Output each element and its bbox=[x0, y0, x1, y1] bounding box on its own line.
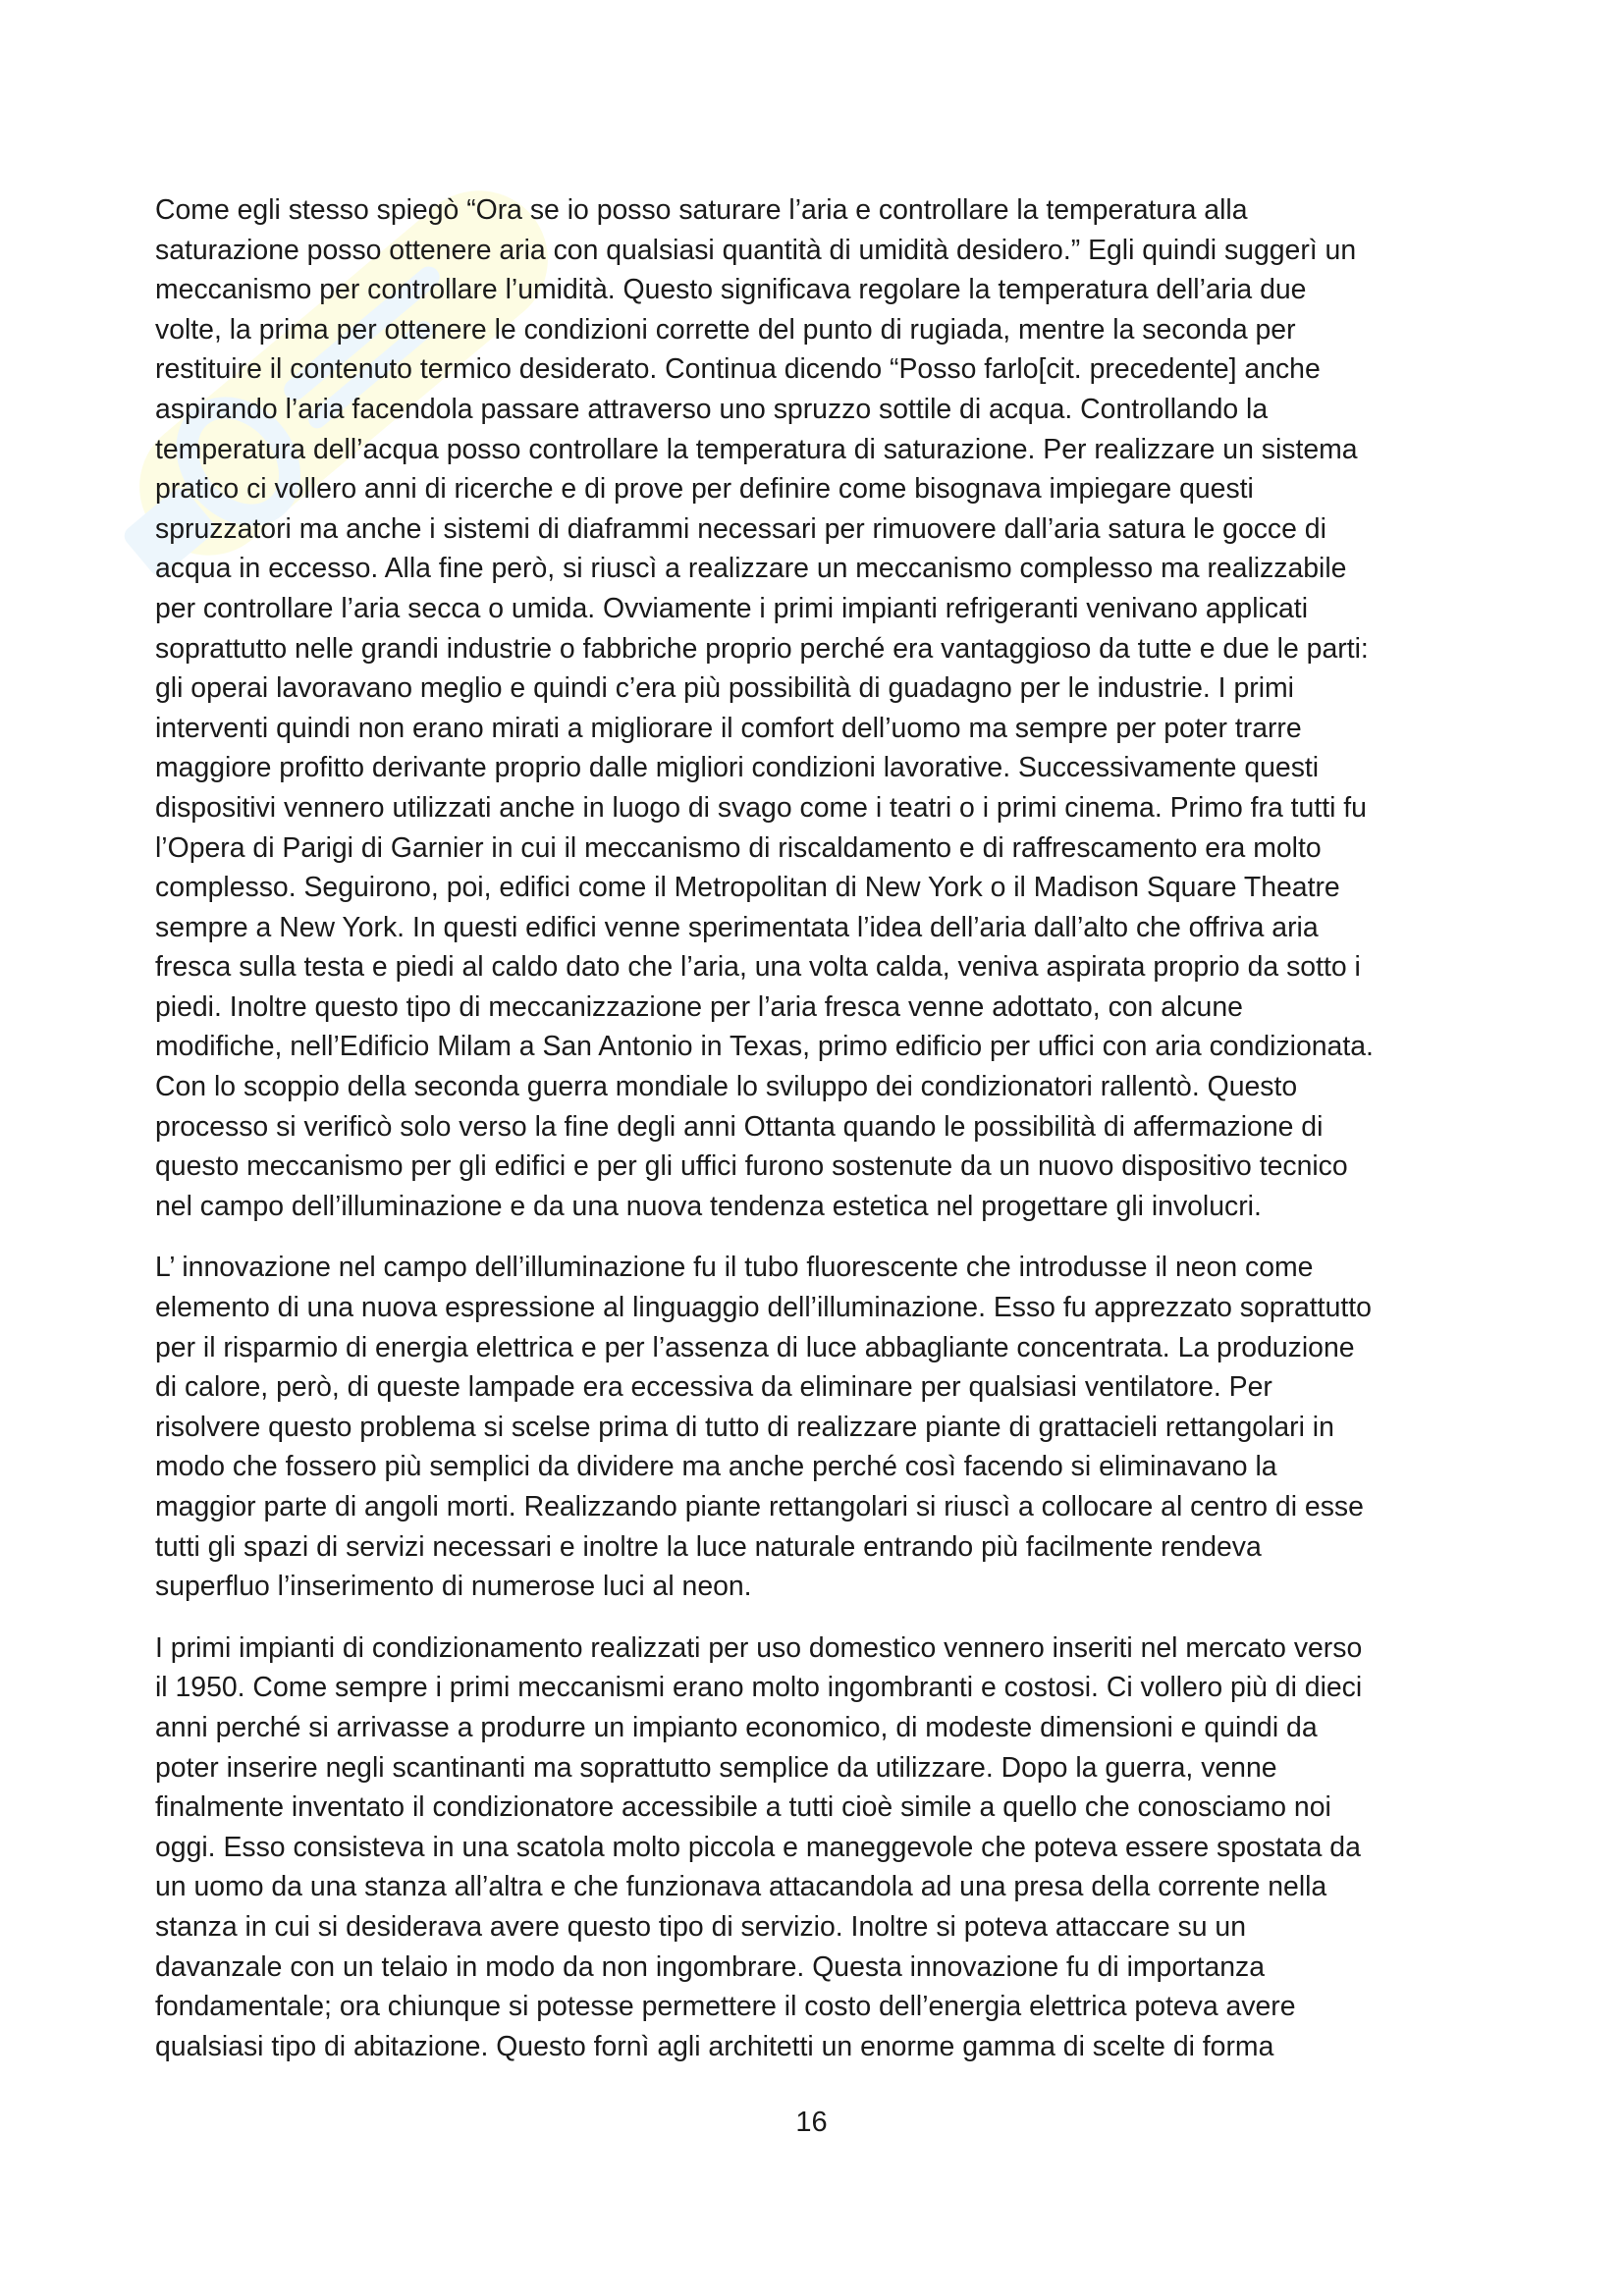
text-line: fresca sulla testa e piedi al caldo dato che l’aria, una volta calda, veniva aspirata proprio da sotto i bbox=[155, 951, 1361, 984]
text-line: risolvere questo problema si scelse prima di tutto di realizzare piante di grattacieli rettangolari in bbox=[155, 1411, 1334, 1443]
paragraph bbox=[155, 1629, 1481, 2067]
text-line: I primi impianti di condizionamento realizzati per uso domestico vennero inseriti nel mercato verso bbox=[155, 1631, 1363, 1664]
text-line: maggiore profitto derivante proprio dalle migliori condizioni lavorative. Successivamente questi bbox=[155, 752, 1320, 784]
text-line: temperatura dell’acqua posso controllare la temperatura di saturazione. Per realizzare un sistema bbox=[155, 433, 1358, 465]
text-line: superfluo l’inserimento di numerose luci al neon. bbox=[155, 1571, 752, 1603]
text-line: modifiche, nell’Edificio Milam a San Antonio in Texas, primo edificio per uffici con aria condizionata. bbox=[155, 1031, 1374, 1063]
text-line: L’ innovazione nel campo dell’illuminazione fu il tubo fluorescente che introdusse il neon come bbox=[155, 1252, 1314, 1284]
page-number: 16 bbox=[795, 2107, 828, 2138]
text-line: tutti gli spazi di servizi necessari e inoltre la luce naturale entrando più facilmente rendeva bbox=[155, 1530, 1262, 1563]
text-line: il 1950. Come sempre i primi meccanismi erano molto ingombranti e costosi. Ci vollero più di dieci bbox=[155, 1672, 1363, 1704]
text-line: spruzzatori ma anche i sistemi di diaframmi necessari per rimuovere dall’aria satura le gocce di bbox=[155, 512, 1326, 545]
text-line: elemento di una nuova espressione al linguaggio dell’illuminazione. Esso fu apprezzato soprattutto bbox=[155, 1292, 1372, 1324]
text-line: dispositivi vennero utilizzati anche in luogo di svago come i teatri o i primi cinema. Primo fra tutti fu bbox=[155, 791, 1367, 824]
text-line: finalmente inventato il condizionatore accessibile a tutti cioè simile a quello che conosciamo noi bbox=[155, 1791, 1331, 1824]
text-line: oggi. Esso consisteva in una scatola molto piccola e maneggevole che poteva essere spostata da bbox=[155, 1831, 1361, 1863]
text-line: aspirando l’aria facendola passare attraverso uno spruzzo sottile di acqua. Controllando la bbox=[155, 393, 1269, 425]
text-line: pratico ci vollero anni di ricerche e di prove per definire come bisognava impiegare questi bbox=[155, 473, 1254, 506]
text-line: soprattutto nelle grandi industrie o fabbriche proprio perché era vantaggioso da tutte e due le parti: bbox=[155, 632, 1369, 665]
text-line: volte, la prima per ottenere le condizioni corrette del punto di rugiada, mentre la seconda per bbox=[155, 313, 1296, 346]
text-line: un uomo da una stanza all’altra e che funzionava attacandola ad una presa della corrente nella bbox=[155, 1871, 1327, 1903]
text-line: piedi. Inoltre questo tipo di meccanizzazione per l’aria fresca venne adottato, con alcune bbox=[155, 990, 1243, 1023]
text-line: Come egli stesso spiegò “Ora se io posso saturare l’aria e controllare la temperatura alla bbox=[155, 194, 1248, 226]
text-line: stanza in cui si desiderava avere questo tipo di servizio. Inoltre si poteva attaccare su un bbox=[155, 1910, 1246, 1943]
text-line: di calore, però, di queste lampade era eccessiva da eliminare per qualsiasi ventilatore. Per bbox=[155, 1371, 1272, 1404]
text-line: questo meccanismo per gli edifici e per gli uffici furono sostenute da un nuovo dispositivo tecnico bbox=[155, 1150, 1348, 1183]
text-line: per il risparmio di energia elettrica e per l’assenza di luce abbagliante concentrata. La produzione bbox=[155, 1331, 1355, 1363]
text-line: Con lo scoppio della seconda guerra mondiale lo sviluppo dei condizionatori rallentò. Questo bbox=[155, 1071, 1298, 1103]
text-line: processo si verificò solo verso la fine degli anni Ottanta quando le possibilità di affermazione di bbox=[155, 1110, 1324, 1143]
text-line: per controllare l’aria secca o umida. Ovviamente i primi impianti refrigeranti venivano applicati bbox=[155, 592, 1308, 624]
text-line: meccanismo per controllare l’umidità. Questo significava regolare la temperatura dell’aria due bbox=[155, 274, 1307, 306]
text-line: interventi quindi non erano mirati a migliorare il comfort dell’uomo ma sempre per poter trarre bbox=[155, 712, 1302, 744]
text-line: nel campo dell’illuminazione e da una nuova tendenza estetica nel progettare gli involucri. bbox=[155, 1190, 1262, 1222]
text-line: restituire il contenuto termico desiderato. Continua dicendo “Posso farlo[cit. precedente] anche bbox=[155, 353, 1321, 386]
text-line: complesso. Seguirono, poi, edifici come il Metropolitan di New York o il Madison Square Theatre bbox=[155, 872, 1340, 904]
text-line: l’Opera di Parigi di Garnier in cui il meccanismo di riscaldamento e di raffrescamento era molto bbox=[155, 831, 1322, 864]
text-line: acqua in eccesso. Alla fine però, si riuscì a realizzare un meccanismo complesso ma realizzabile bbox=[155, 553, 1347, 585]
text-line: modo che fossero più semplici da dividere ma anche perché così facendo si eliminavano la bbox=[155, 1451, 1277, 1483]
text-line: fondamentale; ora chiunque si potesse permettere il costo dell’energia elettrica poteva avere bbox=[155, 1991, 1296, 2023]
text-line: qualsiasi tipo di abitazione. Questo fornì agli architetti un enorme gamma di scelte di forma bbox=[155, 2030, 1274, 2062]
text-line: sempre a New York. In questi edifici venne sperimentata l’idea dell’aria dall’alto che offriva aria bbox=[155, 911, 1319, 943]
text-line: gli operai lavoravano meglio e quindi c’era più possibilità di guadagno per le industrie. I primi bbox=[155, 672, 1294, 705]
text-line: poter inserire negli scantinanti ma soprattutto semplice da utilizzare. Dopo la guerra, venne bbox=[155, 1751, 1277, 1784]
text-line: maggior parte di angoli morti. Realizzando piante rettangolari si riuscì a collocare al centro di esse bbox=[155, 1491, 1364, 1522]
text-line: anni perché si arrivasse a produrre un impianto economico, di modeste dimensioni e quindi da bbox=[155, 1711, 1318, 1743]
paragraph bbox=[155, 1248, 1481, 1606]
text-line: davanzale con un telaio in modo da non ingombrare. Questa innovazione fu di importanza bbox=[155, 1950, 1266, 1983]
document-body bbox=[155, 190, 1481, 2088]
text-line: saturazione posso ottenere aria con qualsiasi quantità di umidità desidero.” Egli quindi suggerì un bbox=[155, 234, 1357, 266]
paragraph bbox=[155, 190, 1481, 1226]
